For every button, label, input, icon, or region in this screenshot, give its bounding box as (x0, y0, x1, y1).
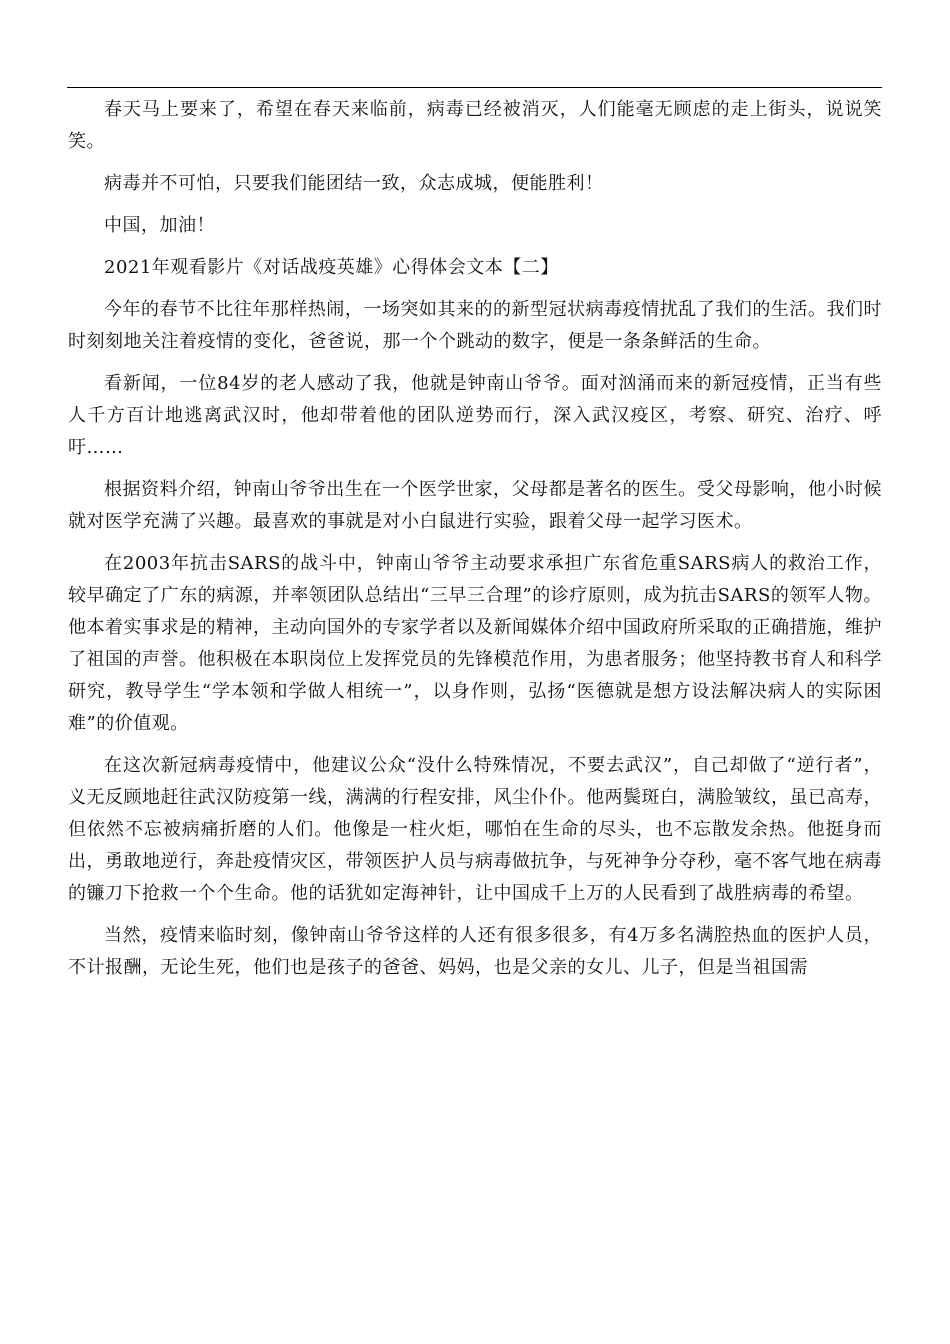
paragraph-6: 看新闻，一位84岁的老人感动了我，他就是钟南山爷爷。面对汹涌而来的新冠疫情，正当有些人千方百计地逃离武汉时，他却带着他的团队逆势而行，深入武汉疫区，考察、研究、治疗、呼吁…… (68, 373, 882, 458)
paragraph-7: 根据资料介绍，钟南山爷爷出生在一个医学世家，父母都是著名的医生。受父母影响，他小时候就对医学充满了兴趣。最喜欢的事就是对小白鼠进行实验，跟着父母一起学习医术。 (68, 479, 882, 532)
header-rule (67, 87, 882, 88)
document-body (68, 94, 882, 994)
paragraph-1: 春天马上要来了，希望在春天来临前，病毒已经被消灭，人们能毫无顾虑的走上街头，说说笑笑。 (68, 99, 882, 152)
paragraph-3: 中国，加油！ (104, 215, 215, 236)
section-heading: 2021年观看影片《对话战疫英雄》心得体会文本【二】 (104, 257, 559, 278)
paragraph-10: 当然，疫情来临时刻，像钟南山爷爷这样的人还有很多很多，有4万多名满腔热血的医护人员，不计报酬，无论生死，他们也是孩子的爸爸、妈妈，也是父亲的女儿、儿子，但是当祖国需 (68, 925, 882, 978)
paragraph-8: 在2003年抗击SARS的战斗中，钟南山爷爷主动要求承担广东省危重SARS病人的救治工作，较早确定了广东的病源，并率领团队总结出“三早三合理”的诊疗原则，成为抗击SARS的领军人物。他本着实事求是的精神，主动向国外的专家学者以及新闻媒体介绍中国政府所采取的正确措施，维护了祖国的声誉。他积极在本职岗位上发挥党员的先锋模范作用，为患者服务；他坚持教书育人和科学研究，教导学生“学本领和学做人相统一”，以身作则，弘扬“医德就是想方设法解决病人的实际困难”的价值观。 (68, 553, 882, 734)
paragraph-2: 病毒并不可怕，只要我们能团结一致，众志成城，便能胜利！ (104, 173, 604, 194)
paragraph-9: 在这次新冠病毒疫情中，他建议公众“没什么特殊情况，不要去武汉”，自己却做了“逆行者”，义无反顾地赶往武汉防疫第一线，满满的行程安排，风尘仆仆。他两鬓斑白，满脸皱纹，虽已高寿，但依然不忘被病痛折磨的人们。他像是一柱火炬，哪怕在生命的尽头，也不忘散发余热。他挺身而出，勇敢地逆行，奔赴疫情灾区，带领医护人员与病毒做抗争，与死神争分夺秒，毫不客气地在病毒的镰刀下抢救一个个生命。他的话犹如定海神针，让中国成千上万的人民看到了战胜病毒的希望。 (68, 755, 882, 904)
paragraph-5: 今年的春节不比往年那样热闹，一场突如其来的的新型冠状病毒疫情扰乱了我们的生活。我们时时刻刻地关注着疫情的变化，爸爸说，那一个个跳动的数字，便是一条条鲜活的生命。 (68, 299, 882, 352)
